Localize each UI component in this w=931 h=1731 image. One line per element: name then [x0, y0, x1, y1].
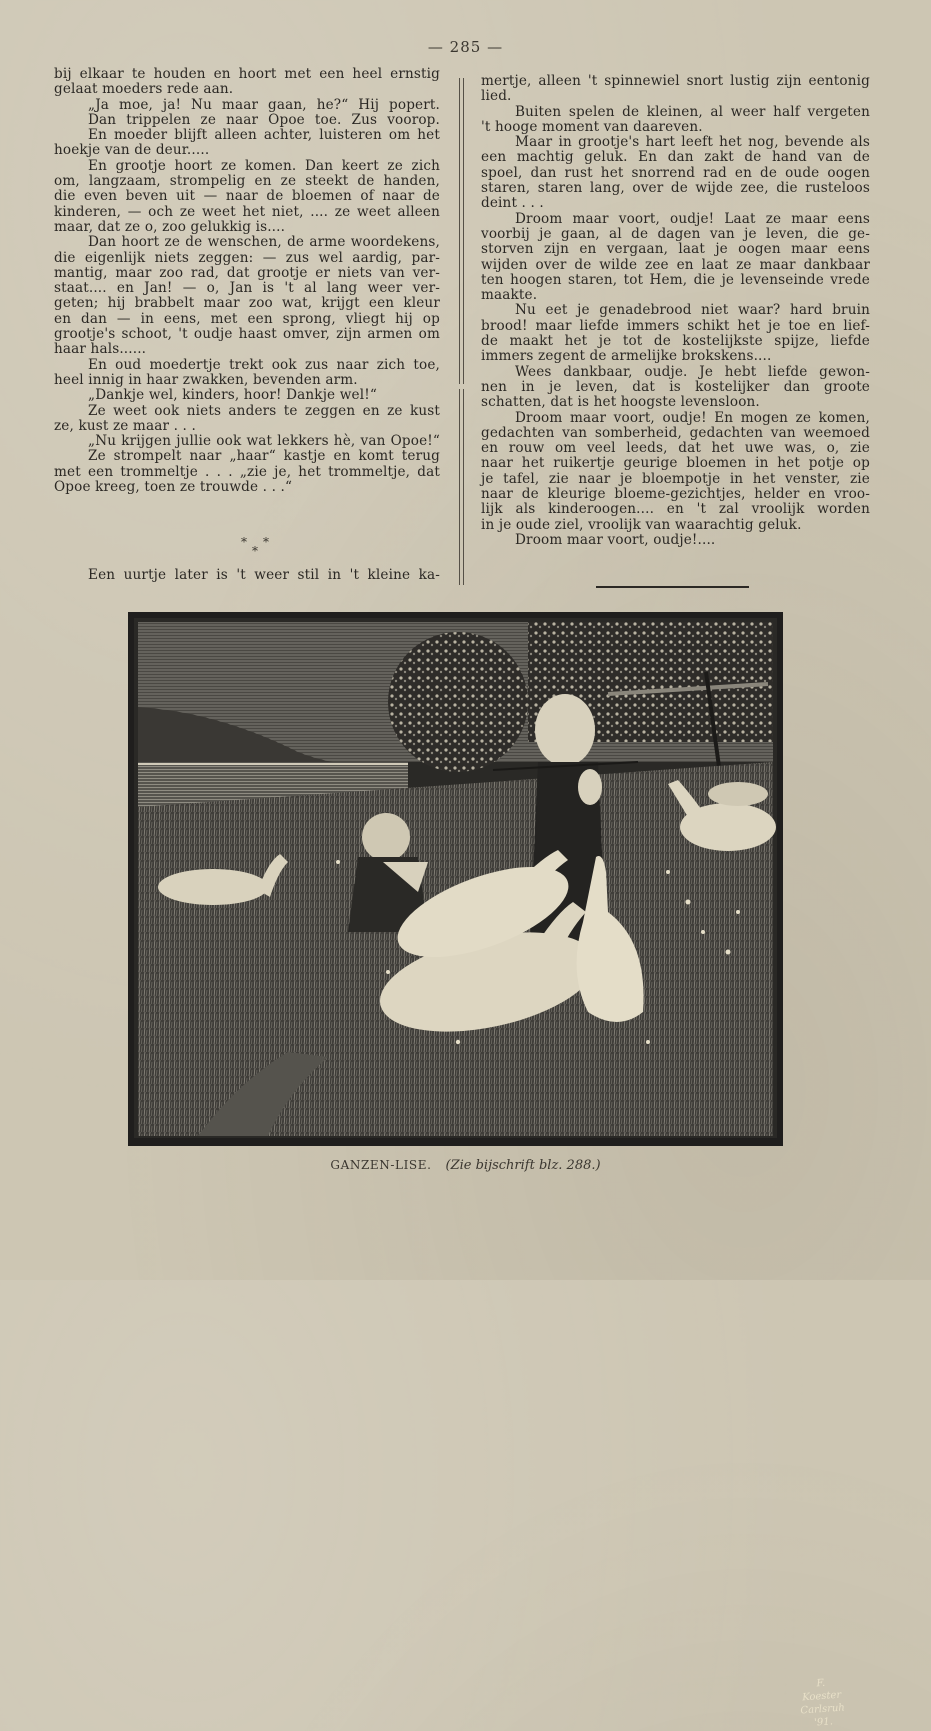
text-line: En moeder blijft alleen achter, luisteren om het: [88, 127, 440, 144]
artist-signature: [798, 1676, 846, 1731]
section-break-star: *: [241, 535, 247, 549]
text-line: Wees dankbaar, oudje. Je hebt liefde gewon-: [515, 363, 870, 380]
text-line: nen in je leven, dat is kostelijker dan groote: [481, 378, 870, 395]
text-line: lijk als kinderoogen.... en 't zal vroolijk worden: [481, 501, 870, 518]
text-line: mertje, alleen 't spinnewiel snort lustig zijn eentonig: [481, 73, 870, 89]
text-line: naar de kleurige bloeme-gezichtjes, helder en vroo-: [481, 486, 870, 503]
engraving-artwork: [128, 612, 783, 1146]
right-column: [481, 74, 870, 548]
text-line: Opoe kreeg, toen ze trouwde . . .“: [54, 479, 293, 496]
text-line: Droom maar voort, oudje!....: [515, 531, 716, 548]
text-line: „Dankje wel, kinders, hoor! Dankje wel!“: [88, 387, 377, 404]
section-break: [235, 535, 275, 561]
text-line: immers zegent de armelijke brokskens....: [481, 348, 772, 365]
text-line: voorbij je gaan, al de dagen van je leven, die ge-: [481, 225, 870, 242]
text-line: kinderen, — och ze weet het niet, .... ze weet alleen: [54, 203, 440, 220]
text-line: spoel, dan rust het snorrend rad en de oude oogen: [481, 164, 870, 181]
child-head: [362, 813, 410, 861]
text-line: Maar in grootje's hart leeft het nog, bevende als: [515, 134, 870, 151]
text-line: Ze weet ook niets anders te zeggen en ze kust: [88, 402, 440, 419]
text-line: haar hals......: [54, 341, 147, 358]
signature-name: F. Koester: [801, 1677, 842, 1704]
text-line: Nu eet je genadebrood niet waar? hard bruin: [515, 302, 870, 319]
text-line: geten; hij brabbelt maar zoo wat, krijgt een kleur: [54, 295, 440, 312]
text-line: En oud moedertje trekt ook zus naar zich toe,: [88, 356, 440, 373]
text-line: staat.... en Jan! — o, Jan is 't al lang weer ver-: [54, 280, 440, 297]
section-break-star: *: [252, 544, 258, 558]
text-line: staren, staren lang, over de wijde zee, die rusteloos: [481, 180, 870, 197]
text-line: die eigenlijk niets zeggen: — zus wel aardig, par-: [54, 249, 440, 266]
caption-note: (Zie bijschrift blz. 288.): [445, 1158, 601, 1173]
text-line: „Ja moe, ja! Nu maar gaan, he?“ Hij popert.: [88, 96, 440, 113]
text-line: ze, kust ze maar . . .: [54, 417, 196, 434]
text-line: in je oude ziel, vroolijk van waarachtig geluk.: [481, 516, 802, 533]
column-divider-rule: [459, 78, 460, 384]
text-line: lied.: [481, 88, 512, 105]
text-line: schatten, dat is het hoogste levensloon.: [481, 394, 760, 411]
text-line: naar het ruikertje geurige bloemen in het potje op: [481, 455, 870, 472]
signature-place-date: Carlsruh '91.: [800, 1702, 846, 1729]
column-divider-rule: [463, 78, 464, 384]
text-line: brood! maar liefde immers schikt het je toe en lief-: [481, 317, 870, 334]
figure-caption: [0, 1157, 931, 1173]
text-line: mantig, maar zoo rad, dat grootje er niets van ver-: [54, 264, 440, 281]
text-line: 't hooge moment van daareven.: [481, 118, 703, 135]
text-line: maar, dat ze o, zoo gelukkig is....: [54, 218, 286, 235]
text-line: Dan trippelen ze naar Opoe toe. Zus voorop.: [88, 111, 440, 128]
caption-title: GANZEN-LISE.: [330, 1158, 432, 1172]
text-line: met een trommeltje . . . „zie je, het trommeltje, dat: [54, 463, 440, 480]
left-column-after-break: [54, 568, 440, 583]
text-line: wijden over de wilde zee en laat ze maar dankbaar: [481, 256, 870, 273]
column-divider-rule: [463, 389, 464, 585]
text-line: „Nu krijgen jullie ook wat lekkers hè, van Opoe!“: [88, 433, 440, 450]
text-line: en dan — in eens, met een sprong, vliegt hij op: [54, 310, 440, 327]
text-line: En grootje hoort ze komen. Dan keert ze zich: [88, 157, 440, 174]
page-number: — 285 —: [427, 38, 504, 56]
text-line: gedachten van somberheid, gedachten van weemoed: [481, 424, 870, 441]
text-line: een machtig geluk. En dan zakt de hand van de: [481, 149, 870, 166]
left-column: [54, 67, 440, 495]
girl-head: [535, 694, 595, 766]
text-line: deint . . .: [481, 195, 544, 212]
text-line: Buiten spelen de kleinen, al weer half vergeten: [515, 103, 870, 120]
text-line: heel innig in haar zwakken, bevenden arm.: [54, 371, 358, 388]
text-line: om, langzaam, strompelig en ze steekt de handen,: [54, 173, 440, 190]
text-line: Droom maar voort, oudje! Laat ze maar eens: [515, 210, 870, 227]
text-line: die even beven uit — naar de bloemen of naar de: [54, 188, 440, 205]
text-line: ten hoogen staren, tot Hem, die je levenseinde vrede: [481, 271, 870, 288]
column-divider-rule: [459, 389, 460, 585]
text-line: maakte.: [481, 287, 538, 304]
text-line: je tafel, zie naar je bloempotje in het venster, zie: [481, 470, 870, 487]
text-line: Dan hoort ze de wenschen, de arme woordekens,: [88, 234, 440, 251]
text-line: storven zijn en vergaan, laat je oogen maar eens: [481, 241, 870, 258]
text-line: bij elkaar te houden en hoort met een heel ernstig: [54, 66, 440, 82]
text-line: Droom maar voort, oudje! En mogen ze komen,: [515, 409, 870, 426]
text-line: grootje's schoot, 't oudje haast omver, zijn armen om: [54, 326, 440, 343]
text-line: Ze strompelt naar „haar“ kastje en komt terug: [88, 448, 440, 465]
text-line: hoekje van de deur.....: [54, 142, 210, 159]
text-line: de maakt het je tot de kostelijkste spijze, liefde: [481, 333, 870, 350]
text-line: gelaat moeders rede aan.: [54, 81, 234, 98]
end-of-article-rule: [596, 586, 749, 588]
text-line: Een uurtje later is 't weer stil in 't kleine ka-: [88, 567, 440, 583]
text-line: en rouw om veel leeds, dat het uwe was, o, zie: [481, 440, 870, 457]
tree: [388, 632, 528, 772]
section-break-star: *: [263, 535, 269, 549]
